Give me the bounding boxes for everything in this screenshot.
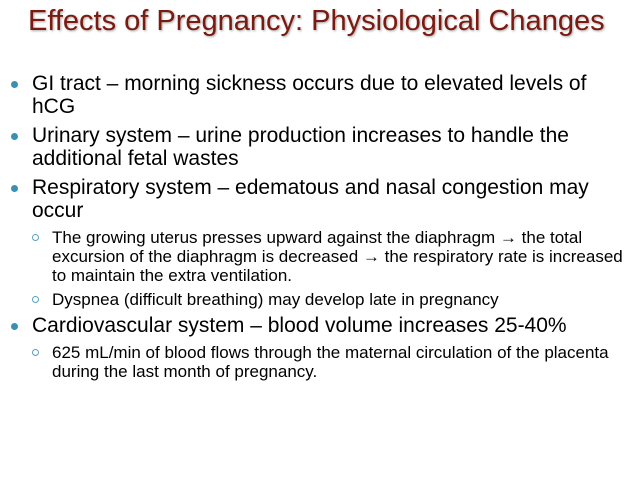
- bullet-dot-icon: [11, 323, 18, 330]
- bullet-item: [8, 124, 628, 170]
- sub-bullet-circle-icon: [32, 349, 39, 356]
- sub-bullet-item: [8, 228, 628, 285]
- bullet-text: GI tract – morning sickness occurs due to elevated levels of hCG: [32, 72, 587, 118]
- bullet-dot-icon: [11, 81, 18, 88]
- sub-bullet-item: [8, 290, 628, 309]
- sub-bullet-text: The growing uterus presses upward against the diaphragm → the total excursion of the diaphragm is decreased → the respiratory rate is increased to maintain the extra ventilation.: [52, 228, 623, 285]
- bullet-list: [8, 72, 628, 386]
- bullet-item: [8, 314, 628, 337]
- sub-bullet-item: [8, 343, 628, 381]
- bullet-item: [8, 176, 628, 222]
- sub-bullet-text: Dyspnea (difficult breathing) may develop late in pregnancy: [52, 290, 499, 309]
- slide-title: Effects of Pregnancy: Physiological Changes: [28, 5, 605, 37]
- sub-bullet-circle-icon: [32, 234, 39, 241]
- bullet-item: [8, 72, 628, 118]
- bullet-dot-icon: [11, 133, 18, 140]
- sub-bullet-text: 625 mL/min of blood flows through the maternal circulation of the placenta during the last month of pregnancy.: [52, 343, 609, 381]
- bullet-text: Cardiovascular system – blood volume increases 25-40%: [32, 314, 567, 337]
- bullet-text: Urinary system – urine production increases to handle the additional fetal wastes: [32, 124, 569, 170]
- bullet-dot-icon: [11, 185, 18, 192]
- bullet-text: Respiratory system – edematous and nasal congestion may occur: [32, 176, 589, 222]
- sub-bullet-circle-icon: [32, 296, 39, 303]
